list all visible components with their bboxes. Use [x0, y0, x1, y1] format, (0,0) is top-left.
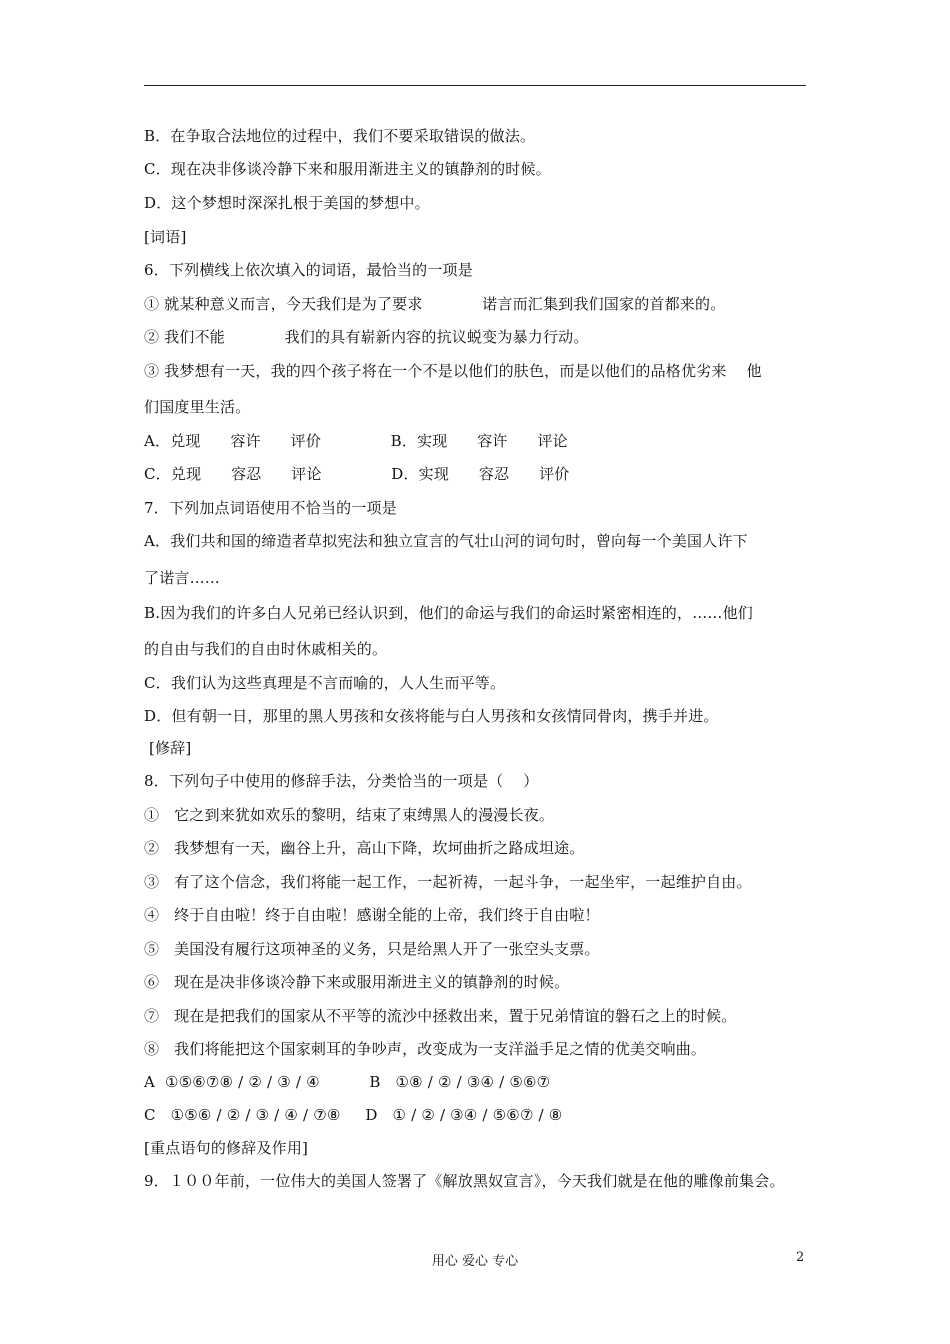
q7-option-b-cont: 的自由与我们的自由时休戚相关的。: [144, 640, 388, 658]
page-number: 2: [796, 1250, 805, 1265]
question-7: 7．下列加点词语使用不恰当的一项是: [144, 499, 397, 517]
q8-sentence-8: ⑧ 我们将能把这个国家刺耳的争吵声，改变成为一支洋溢手足之情的优美交响曲。: [144, 1040, 707, 1058]
question-9: 9．１００年前，一位伟大的美国人签署了《解放黑奴宣言》，今天我们就是在他的雕像前集会。: [144, 1172, 785, 1190]
line-option-d: D．这个梦想时深深扎根于美国的梦想中。: [144, 194, 430, 212]
q8-options-cd: C ①⑤⑥ / ② / ③ / ④ / ⑦⑧ D ① / ② / ③④ / ⑤⑥⑦ / ⑧: [144, 1106, 563, 1124]
q8-sentence-5: ⑤ 美国没有履行这项神圣的义务，只是给黑人开了一张空头支票。: [144, 940, 600, 958]
q6-item-2: ② 我们不能 我们的具有崭新内容的抗议蜕变为暴力行动。: [144, 328, 589, 346]
q6-item-1: ① 就某种意义而言，今天我们是为了要求 诺言而汇集到我们国家的首都来的。: [144, 295, 726, 313]
header-rule: [144, 85, 806, 86]
question-8: 8．下列句子中使用的修辞手法，分类恰当的一项是（ ）: [144, 772, 539, 790]
q7-option-a-cont: 了诺言……: [144, 569, 221, 587]
q6-options-cd: C．兑现 容忍 评论 D．实现 容忍 评价: [144, 465, 570, 483]
q7-option-d: D．但有朝一日，那里的黑人男孩和女孩将能与白人男孩和女孩情同骨肉，携手并进。: [144, 707, 719, 725]
q6-item-3: ③ 我梦想有一天，我的四个孩子将在一个不是以他们的肤色，而是以他们的品格优劣来 他: [144, 362, 762, 380]
footer-motto: 用心 爱心 专心: [431, 1254, 519, 1269]
q8-sentence-7: ⑦ 现在是把我们的国家从不平等的流沙中拯救出来，置于兄弟情谊的磐石之上的时候。: [144, 1007, 737, 1025]
q6-options-ab: A．兑现 容许 评价 B．实现 容许 评论: [144, 432, 568, 450]
section-heading-rhetoric: [修辞]: [144, 739, 192, 757]
q7-option-c: C．我们认为这些真理是不言而喻的，人人生而平等。: [144, 674, 506, 692]
line-option-c: C．现在决非侈谈冷静下来和服用渐进主义的镇静剂的时候。: [144, 160, 551, 178]
q8-sentence-3: ③ 有了这个信念，我们将能一起工作，一起祈祷，一起斗争，一起坐牢，一起维护自由。: [144, 873, 752, 891]
section-heading-key-sentences: [重点语句的修辞及作用]: [144, 1139, 309, 1157]
section-heading-words: [词语]: [144, 228, 187, 246]
q7-option-a: A．我们共和国的缔造者草拟宪法和独立宣言的气壮山河的词句时，曾向每一个美国人许下: [144, 532, 748, 550]
question-6: 6．下列横线上依次填入的词语，最恰当的一项是: [144, 261, 473, 279]
q8-options-ab: A ①⑤⑥⑦⑧ / ② / ③ / ④ B ①⑧ / ② / ③④ / ⑤⑥⑦: [144, 1073, 551, 1091]
q8-sentence-6: ⑥ 现在是决非侈谈冷静下来或服用渐进主义的镇静剂的时候。: [144, 973, 570, 991]
q7-option-b: B.因为我们的许多白人兄弟已经认识到，他们的命运与我们的命运时紧密相连的，……他们: [144, 604, 753, 622]
q6-item-3-cont: 们国度里生活。: [144, 398, 251, 416]
line-option-b: B．在争取合法地位的过程中，我们不要采取错误的做法。: [144, 127, 536, 145]
q8-sentence-4: ④ 终于自由啦！终于自由啦！感谢全能的上帝，我们终于自由啦！: [144, 906, 600, 924]
q8-sentence-1: ① 它之到来犹如欢乐的黎明，结束了束缚黑人的漫漫长夜。: [144, 806, 555, 824]
q8-sentence-2: ② 我梦想有一天，幽谷上升，高山下降，坎坷曲折之路成坦途。: [144, 839, 585, 857]
